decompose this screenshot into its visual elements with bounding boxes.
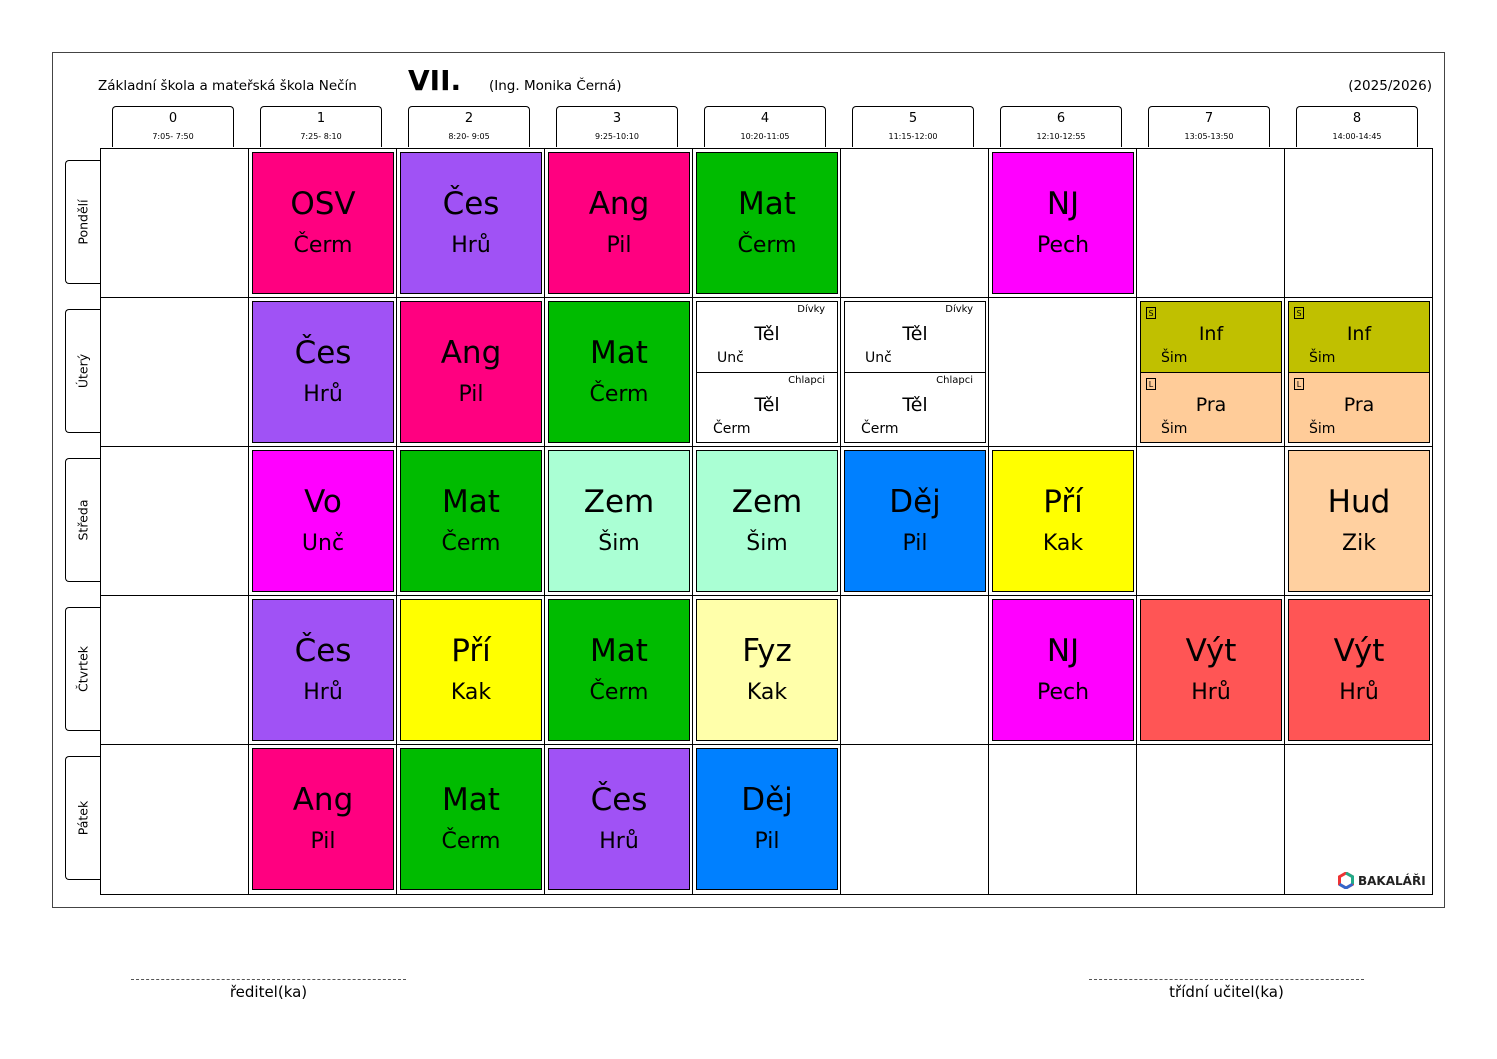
grid-row-line [101,595,1432,596]
lesson-teacher: Pech [1036,680,1090,705]
lesson-cell [548,748,690,890]
day-label-1 [65,309,100,433]
lesson-teacher: Pil [606,233,632,258]
class-teacher: (Ing. Monika Černá) [489,78,622,94]
signature-label-class-teacher: třídní učitel(ka) [1169,983,1284,1001]
period-number: 8 [1352,111,1362,126]
period-time: 8:20- 9:05 [448,132,490,141]
lesson-teacher: Unč [865,350,892,366]
signature-label-director: ředitel(ka) [229,983,308,1001]
split-lesson-part [697,372,837,442]
lesson-teacher: Šim [746,531,788,556]
period-time: 12:10-12:55 [1036,132,1086,141]
lesson-teacher: Hrů [451,233,491,258]
grid-row-line [101,297,1432,298]
split-lesson-cell [1288,301,1430,443]
school-name: Základní škola a mateřská škola Nečín [98,78,357,94]
lesson-teacher: Hrů [303,382,343,407]
class-name: VII. [408,64,462,97]
lesson-subject: Děj [889,484,941,520]
lesson-cell [696,152,838,294]
split-lesson-part [845,372,985,442]
period-header-5 [852,106,974,147]
lesson-teacher: Pil [310,829,336,854]
period-header-7 [1148,106,1270,147]
lesson-cell [400,301,542,443]
grid-column-line [1136,149,1137,894]
lesson-subject: Pří [1043,484,1083,520]
bakalari-logo [1338,872,1426,889]
lesson-teacher: Kak [1042,531,1084,556]
lesson-group: Chlapci [936,375,973,386]
lesson-teacher: Pech [1036,233,1090,258]
lesson-teacher: Kak [746,680,788,705]
grid-row-line [101,744,1432,745]
period-header-2 [408,106,530,147]
period-header-0 [112,106,234,147]
lesson-group: Dívky [797,304,825,315]
lesson-cell [548,301,690,443]
lesson-subject: Pra [1195,394,1227,416]
period-number: 5 [908,111,918,126]
split-lesson-part [1141,372,1281,442]
lesson-cell [696,599,838,741]
lesson-subject: Mat [442,782,500,818]
lesson-teacher: Čerm [441,531,501,556]
lesson-teacher: Unč [301,531,345,556]
day-name: Úterý [75,353,91,389]
lesson-cell [400,450,542,592]
lesson-subject: Vo [304,484,342,520]
lesson-teacher: Kak [450,680,492,705]
signature-line-director [131,979,406,1001]
lesson-subject: Ang [292,782,354,818]
timetable-grid [100,148,1433,895]
lesson-teacher: Hrů [303,680,343,705]
lesson-cell [548,152,690,294]
lesson-subject: Čes [294,633,352,669]
lesson-teacher: Unč [717,350,744,366]
lesson-cell [1140,599,1282,741]
lesson-cell [1288,599,1430,741]
lesson-subject: Čes [294,335,352,371]
period-time: 7:05- 7:50 [152,132,194,141]
lesson-subject: Těl [754,394,780,416]
lesson-group: Chlapci [788,375,825,386]
period-header-3 [556,106,678,147]
split-lesson-part [1289,372,1429,442]
day-name: Čtvrtek [75,646,91,692]
lesson-subject: Mat [590,335,648,371]
lesson-teacher: Hrů [1339,680,1379,705]
lesson-cell [696,748,838,890]
lesson-teacher: Čerm [713,421,751,437]
period-time: 11:15-12:00 [888,132,938,141]
signature-line-class-teacher [1089,979,1364,1001]
week-marker: L [1294,378,1304,390]
lesson-cell [1288,450,1430,592]
lesson-teacher: Šim [1161,421,1188,437]
lesson-subject: NJ [1046,186,1080,222]
lesson-cell [992,450,1134,592]
lesson-subject: Hud [1327,484,1391,520]
lesson-subject: OSV [290,186,356,222]
lesson-subject: Inf [1346,323,1372,345]
day-name: Středa [75,499,91,541]
lesson-subject: Děj [741,782,793,818]
lesson-teacher: Šim [1161,350,1188,366]
grid-column-line [988,149,989,894]
lesson-cell [992,152,1134,294]
day-label-4 [65,756,100,880]
lesson-subject: Těl [754,323,780,345]
lesson-subject: Ang [588,186,650,222]
lesson-teacher: Pil [458,382,484,407]
lesson-cell [400,748,542,890]
lesson-teacher: Čerm [293,233,353,258]
lesson-cell [992,599,1134,741]
split-lesson-part [845,302,985,372]
period-time: 14:00-14:45 [1332,132,1382,141]
grid-column-line [396,149,397,894]
lesson-subject: Výt [1333,633,1385,669]
lesson-teacher: Čerm [589,382,649,407]
lesson-teacher: Čerm [589,680,649,705]
grid-column-line [248,149,249,894]
lesson-subject: Ang [440,335,502,371]
school-year: (2025/2026) [1348,78,1432,94]
grid-column-line [544,149,545,894]
split-lesson-part [697,302,837,372]
lesson-cell [252,152,394,294]
period-number: 0 [168,111,178,126]
lesson-teacher: Šim [1309,421,1336,437]
lesson-cell [252,599,394,741]
lesson-teacher: Zik [1342,531,1376,556]
period-header-8 [1296,106,1418,147]
bakalari-logo-icon [1338,872,1354,889]
bakalari-logo-text: BAKALÁŘI [1358,873,1426,888]
period-header-1 [260,106,382,147]
lesson-cell [696,450,838,592]
period-time: 9:25-10:10 [595,132,639,141]
lesson-cell [400,599,542,741]
lesson-subject: Fyz [742,633,792,669]
lesson-subject: Mat [442,484,500,520]
lesson-subject: Čes [442,186,500,222]
lesson-subject: Těl [902,323,928,345]
grid-row-line [101,446,1432,447]
lesson-subject: NJ [1046,633,1080,669]
period-number: 2 [464,111,474,126]
day-label-3 [65,607,100,731]
split-lesson-part [1289,302,1429,372]
lesson-subject: Mat [738,186,796,222]
lesson-teacher: Čerm [861,421,899,437]
period-number: 6 [1056,111,1066,126]
grid-column-line [840,149,841,894]
lesson-cell [252,748,394,890]
lesson-teacher: Hrů [1191,680,1231,705]
lesson-subject: Zem [583,484,655,520]
period-header-4 [704,106,826,147]
lesson-subject: Mat [590,633,648,669]
lesson-subject: Výt [1185,633,1237,669]
lesson-cell [400,152,542,294]
lesson-group: Dívky [945,304,973,315]
lesson-teacher: Pil [754,829,780,854]
lesson-cell [252,301,394,443]
split-lesson-part [1141,302,1281,372]
period-number: 7 [1204,111,1214,126]
week-marker: S [1294,307,1304,319]
lesson-cell [548,599,690,741]
lesson-teacher: Čerm [737,233,797,258]
week-marker: S [1146,307,1156,319]
period-number: 4 [760,111,770,126]
split-lesson-cell [696,301,838,443]
lesson-teacher: Šim [1309,350,1336,366]
lesson-teacher: Šim [598,531,640,556]
day-label-0 [65,160,100,284]
period-time: 10:20-11:05 [740,132,790,141]
lesson-cell [548,450,690,592]
week-marker: L [1146,378,1156,390]
lesson-subject: Zem [731,484,803,520]
lesson-subject: Pří [451,633,491,669]
lesson-teacher: Pil [902,531,928,556]
day-name: Pátek [75,800,91,836]
lesson-teacher: Čerm [441,829,501,854]
day-name: Pondělí [75,199,91,245]
lesson-subject: Inf [1198,323,1224,345]
period-header-6 [1000,106,1122,147]
grid-column-line [1284,149,1285,894]
period-time: 13:05-13:50 [1184,132,1234,141]
grid-column-line [692,149,693,894]
day-label-2 [65,458,100,582]
split-lesson-cell [1140,301,1282,443]
lesson-subject: Pra [1343,394,1375,416]
period-time: 7:25- 8:10 [300,132,342,141]
lesson-teacher: Hrů [599,829,639,854]
split-lesson-cell [844,301,986,443]
period-number: 1 [316,111,326,126]
lesson-cell [252,450,394,592]
period-number: 3 [612,111,622,126]
lesson-subject: Čes [590,782,648,818]
lesson-subject: Těl [902,394,928,416]
lesson-cell [844,450,986,592]
